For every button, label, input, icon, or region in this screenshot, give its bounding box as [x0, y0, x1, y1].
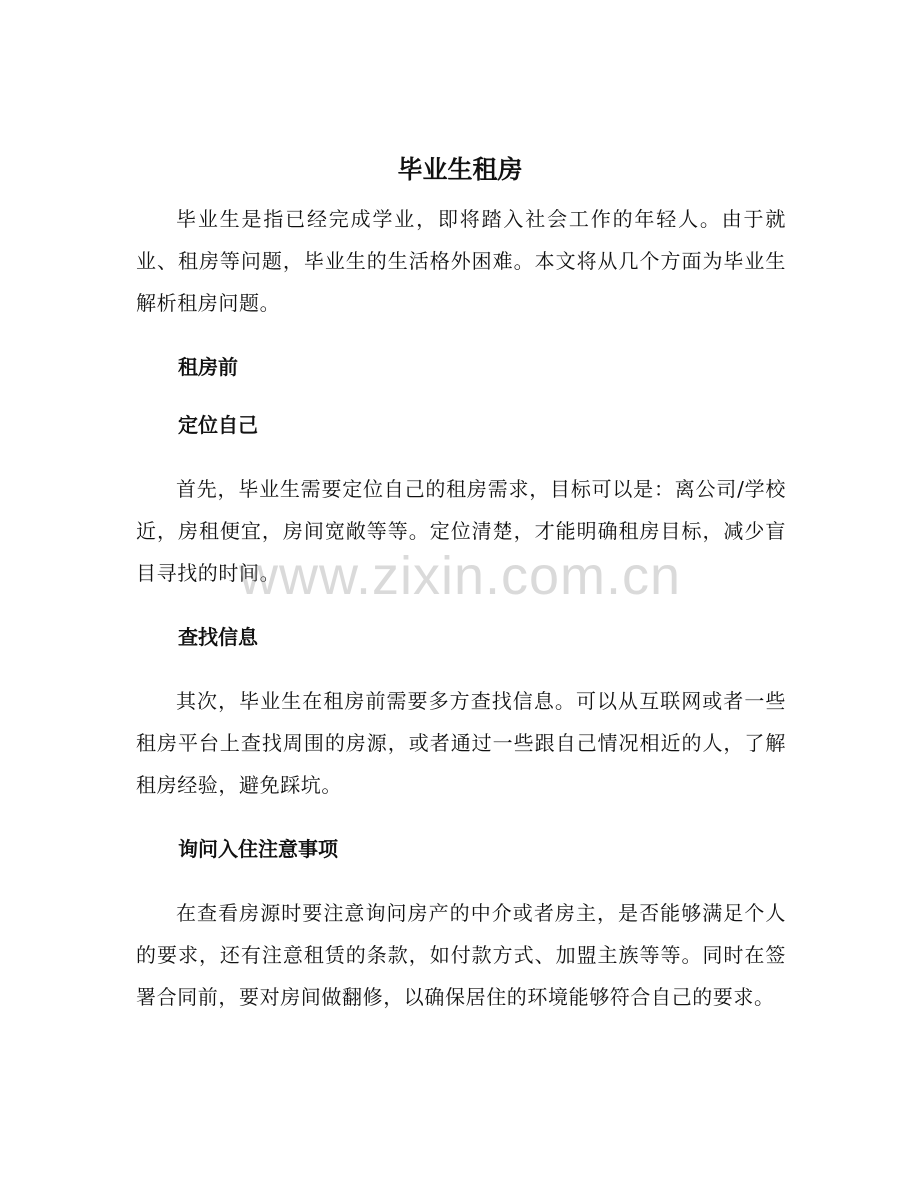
subsection-paragraph-search-info: 其次，毕业生在租房前需要多方查找信息。可以从互联网或者一些租房平台上查找周围的房源，或者通过一些跟自己情况相近的人，了解租房经验，避免踩坑。: [136, 689, 786, 797]
document-title: 毕业生租房: [397, 155, 523, 184]
watermark: www.zixin.com.cn: [238, 546, 682, 606]
subsection-heading-search-info: 查找信息: [178, 625, 258, 649]
section-heading: 租房前: [178, 355, 238, 379]
intro-paragraph: 毕业生是指已经完成学业，即将踏入社会工作的年轻人。由于就业、租房等问题，毕业生的生活格外困难。本文将从几个方面为毕业生解析租房问题。: [136, 207, 786, 315]
subsection-paragraph-positioning: 首先，毕业生需要定位自己的租房需求，目标可以是：离公司/学校近，房租便宜，房间宽敞等等。定位清楚，才能明确租房目标，减少盲目寻找的时间。: [136, 477, 786, 585]
subsection-heading-positioning: 定位自己: [178, 413, 258, 437]
subsection-paragraph-move-in-notes: 在查看房源时要注意询问房产的中介或者房主，是否能够满足个人的要求，还有注意租赁的条款，如付款方式、加盟主族等等。同时在签署合同前，要对房间做翻修，以确保居住的环境能够符合自己的要求。: [136, 901, 786, 1009]
document-body: [136, 198, 786, 1046]
subsection-heading-move-in-notes: 询问入住注意事项: [178, 837, 338, 861]
